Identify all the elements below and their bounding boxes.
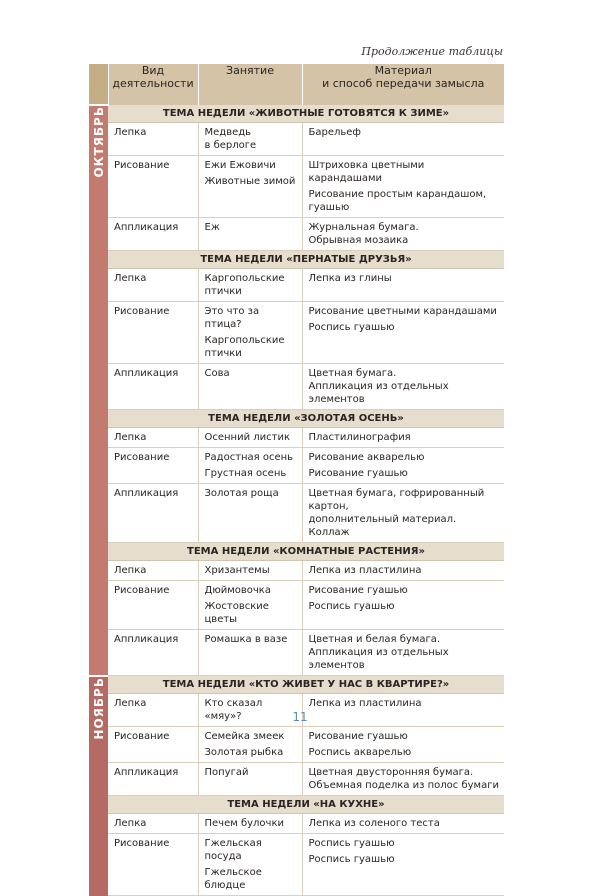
- material-cell: Барельеф: [302, 123, 504, 156]
- lesson-cell: Это что за птица? Каргопольские птички: [198, 302, 302, 364]
- lesson-cell: Кто сказал «мяу»?: [198, 694, 302, 727]
- lesson-cell: Хризантемы: [198, 561, 302, 581]
- header-activity-type: Вид деятельности: [108, 64, 198, 105]
- week-theme-row: [89, 410, 504, 428]
- table-row: [89, 364, 504, 410]
- week-theme-row: [89, 543, 504, 561]
- material-cell: Журнальная бумага. Обрывная мозаика: [302, 218, 504, 251]
- material-cell: Цветная двусторонняя бумага. Объемная поделка из полос бумаги: [302, 763, 504, 796]
- activity-type-cell: Рисование: [108, 302, 198, 364]
- lesson-cell: Каргопольские птички: [198, 269, 302, 302]
- lesson-cell: Медведь в берлоге: [198, 123, 302, 156]
- material-cell: Штриховка цветными карандашами Рисование простым карандашом, гуашью: [302, 156, 504, 218]
- table-row: [89, 428, 504, 448]
- lesson-cell: Золотая роща: [198, 484, 302, 543]
- table-row: [89, 814, 504, 834]
- week-theme-row: [89, 251, 504, 269]
- lesson-cell: Ежи Ежовичи Животные зимой: [198, 156, 302, 218]
- activity-type-cell: Аппликация: [108, 218, 198, 251]
- table-row: [89, 581, 504, 630]
- lesson-cell: Семейка змеек Золотая рыбка: [198, 727, 302, 763]
- lesson-cell: Ромашка в вазе: [198, 630, 302, 676]
- material-cell: Лепка из пластилина: [302, 694, 504, 727]
- material-cell: Лепка из глины: [302, 269, 504, 302]
- activity-table: [89, 64, 504, 896]
- activity-type-cell: Рисование: [108, 156, 198, 218]
- week-theme-row: [89, 676, 504, 694]
- table-row: [89, 269, 504, 302]
- lesson-cell: Дюймовочка Жостовские цветы: [198, 581, 302, 630]
- lesson-cell: Попугай: [198, 763, 302, 796]
- table-body: [89, 105, 504, 896]
- activity-type-cell: Аппликация: [108, 630, 198, 676]
- activity-type-cell: Лепка: [108, 269, 198, 302]
- header-month-cell: [89, 64, 108, 105]
- activity-type-cell: Лепка: [108, 561, 198, 581]
- lesson-cell: Печем булочки: [198, 814, 302, 834]
- lesson-cell: Еж: [198, 218, 302, 251]
- activity-type-cell: Лепка: [108, 123, 198, 156]
- week-theme-row: [89, 105, 504, 123]
- table-row: [89, 156, 504, 218]
- month-label: ОКТЯБРЬ: [89, 105, 108, 676]
- week-theme: ТЕМА НЕДЕЛИ «ПЕРНАТЫЕ ДРУЗЬЯ»: [108, 251, 504, 269]
- week-theme: ТЕМА НЕДЕЛИ «КОМНАТНЫЕ РАСТЕНИЯ»: [108, 543, 504, 561]
- table-row: [89, 561, 504, 581]
- week-theme: ТЕМА НЕДЕЛИ «КТО ЖИВЕТ У НАС В КВАРТИРЕ?»: [108, 676, 504, 694]
- table-row: [89, 218, 504, 251]
- activity-type-cell: Лепка: [108, 814, 198, 834]
- material-cell: Цветная и белая бумага. Аппликация из отдельных элементов: [302, 630, 504, 676]
- activity-type-cell: Лепка: [108, 428, 198, 448]
- table-row: [89, 834, 504, 896]
- week-theme: ТЕМА НЕДЕЛИ «НА КУХНЕ»: [108, 796, 504, 814]
- lesson-cell: Гжельская посуда Гжельское блюдце: [198, 834, 302, 896]
- activity-type-cell: Рисование: [108, 581, 198, 630]
- activity-type-cell: Рисование: [108, 448, 198, 484]
- activity-type-cell: Аппликация: [108, 484, 198, 543]
- table-row: [89, 448, 504, 484]
- material-cell: Роспись гуашью Роспись гуашью: [302, 834, 504, 896]
- table-row: [89, 484, 504, 543]
- material-cell: Пластилинография: [302, 428, 504, 448]
- page-number: 11: [292, 710, 308, 724]
- table-row: [89, 727, 504, 763]
- material-cell: Рисование цветными карандашами Роспись гуашью: [302, 302, 504, 364]
- header-material: Материал и способ передачи замысла: [302, 64, 504, 105]
- lesson-cell: Осенний листик: [198, 428, 302, 448]
- lesson-cell: Радостная осень Грустная осень: [198, 448, 302, 484]
- week-theme-row: [89, 796, 504, 814]
- month-label: НОЯБРЬ: [89, 676, 108, 896]
- table-row: [89, 630, 504, 676]
- activity-type-cell: Лепка: [108, 694, 198, 727]
- material-cell: Рисование акварелью Рисование гуашью: [302, 448, 504, 484]
- material-cell: Лепка из пластилина: [302, 561, 504, 581]
- material-cell: Лепка из соленого теста: [302, 814, 504, 834]
- material-cell: Цветная бумага, гофрированный картон, дополнительный материал. Коллаж: [302, 484, 504, 543]
- lesson-cell: Сова: [198, 364, 302, 410]
- continuation-note: Продолжение таблицы: [361, 45, 503, 58]
- table-row: [89, 123, 504, 156]
- material-cell: Цветная бумага. Аппликация из отдельных элементов: [302, 364, 504, 410]
- table-row: [89, 302, 504, 364]
- table-header-row: [89, 64, 504, 105]
- activity-type-cell: Аппликация: [108, 763, 198, 796]
- table-row: [89, 763, 504, 796]
- header-lesson: Занятие: [198, 64, 302, 105]
- week-theme: ТЕМА НЕДЕЛИ «ЖИВОТНЫЕ ГОТОВЯТСЯ К ЗИМЕ»: [108, 105, 504, 123]
- activity-type-cell: Рисование: [108, 727, 198, 763]
- activity-type-cell: Аппликация: [108, 364, 198, 410]
- week-theme: ТЕМА НЕДЕЛИ «ЗОЛОТАЯ ОСЕНЬ»: [108, 410, 504, 428]
- material-cell: Рисование гуашью Роспись гуашью: [302, 581, 504, 630]
- activity-type-cell: Рисование: [108, 834, 198, 896]
- material-cell: Рисование гуашью Роспись акварелью: [302, 727, 504, 763]
